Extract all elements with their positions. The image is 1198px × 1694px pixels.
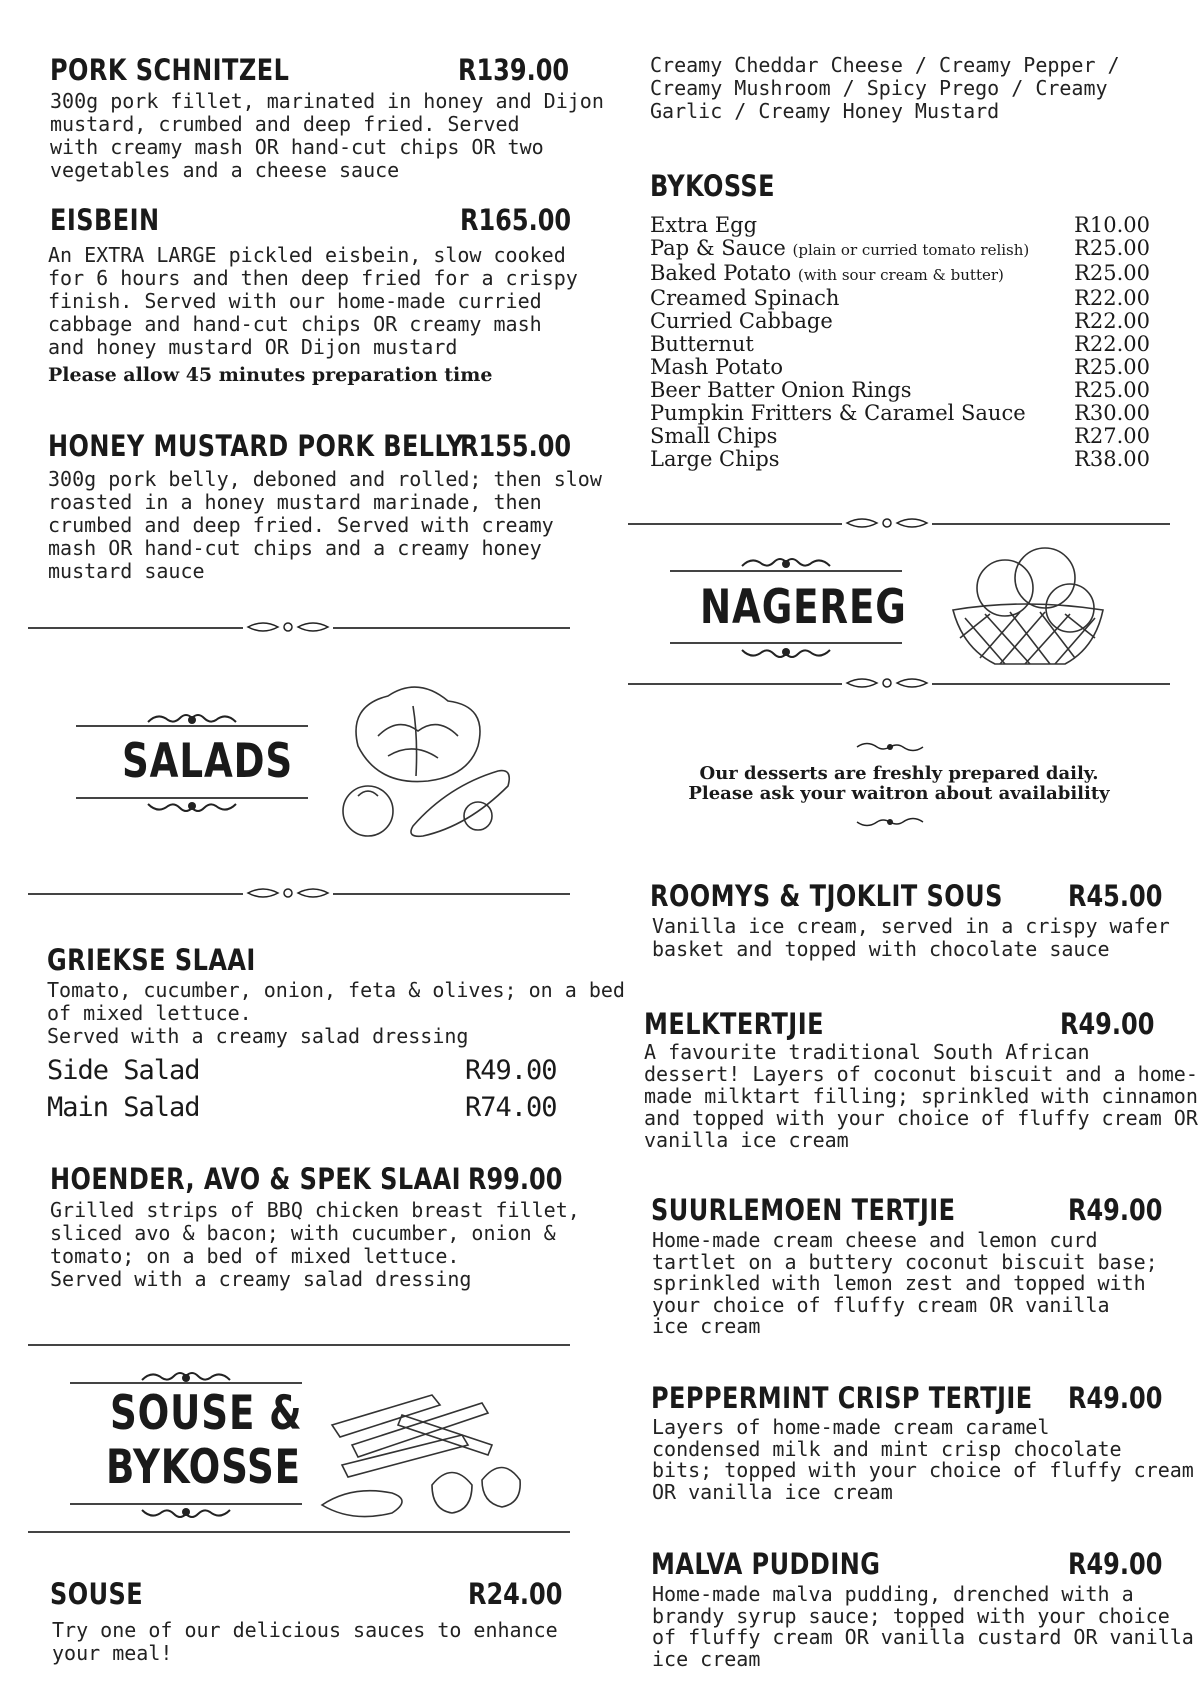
section-title-bykosse: BYKOSSE xyxy=(650,169,776,203)
side-item xyxy=(650,287,1150,310)
side-item-price: R30.00 xyxy=(1074,401,1150,425)
item-title-malva: MALVA PUDDING xyxy=(651,1547,881,1581)
side-item xyxy=(650,448,1150,471)
side-item xyxy=(650,425,1150,448)
side-item-label xyxy=(650,287,839,310)
salad-option-price: R74.00 xyxy=(465,1092,557,1123)
small-ornament-icon xyxy=(855,740,925,754)
side-item-label xyxy=(650,262,1004,287)
item-price-roomys: R45.00 xyxy=(1068,879,1163,913)
ornament-icon xyxy=(243,885,333,901)
divider xyxy=(28,1344,570,1346)
item-desc-roomys: Vanilla ice cream, served in a crispy wafer basket and topped with chocolate sauce xyxy=(652,914,1170,961)
item-title-suurlemoen: SUURLEMOEN TERTJIE xyxy=(651,1193,956,1227)
section-heading-nagereg: NAGEREG xyxy=(700,580,907,635)
item-title-peppermint: PEPPERMINT CRISP TERTJIE xyxy=(651,1381,1033,1415)
side-item-price: R25.00 xyxy=(1074,236,1150,260)
side-item-price: R22.00 xyxy=(1074,332,1150,356)
side-item-label xyxy=(650,333,754,356)
side-item-name: Baked Potato xyxy=(650,261,792,285)
side-item-name: Extra Egg xyxy=(650,213,758,237)
item-price-peppermint: R49.00 xyxy=(1068,1381,1163,1415)
item-price-pork-schnitzel: R139.00 xyxy=(458,53,570,87)
side-item xyxy=(650,402,1150,425)
item-desc-griekse-slaai: Tomato, cucumber, onion, feta & olives; on a bed of mixed lettuce. Served with a creamy salad dressing xyxy=(47,978,625,1048)
chips-onions-illustration-icon xyxy=(312,1385,532,1520)
side-item-name: Mash Potato xyxy=(650,355,783,379)
small-ornament-icon xyxy=(855,815,925,829)
item-desc-pork-belly: 300g pork belly, deboned and rolled; then slow roasted in a honey mustard marinade, then crumbed and deep fried. Served with creamy mash OR hand-cut chips and a creamy honey mustard sauce xyxy=(48,467,602,583)
item-title-griekse-slaai: GRIEKSE SLAAI xyxy=(47,943,256,977)
side-item-name: Butternut xyxy=(650,332,754,356)
side-item-label xyxy=(650,214,757,237)
vegetables-illustration-icon xyxy=(318,676,528,844)
scroll-ornament-icon xyxy=(144,708,240,728)
side-item-label xyxy=(650,237,1029,262)
item-desc-hoender: Grilled strips of BBQ chicken breast fillet, sliced avo & bacon; with cucumber, onion & tomato; on a bed of mixed lettuce. Served with a creamy salad dressing xyxy=(50,1198,580,1291)
side-item-price: R25.00 xyxy=(1074,261,1150,285)
side-item-label xyxy=(650,425,777,448)
section-heading-souse: SOUSE & xyxy=(110,1386,303,1441)
item-title-souse: SOUSE xyxy=(50,1577,144,1611)
side-item-name: Creamed Spinach xyxy=(650,286,840,310)
side-item-name: Curried Cabbage xyxy=(650,309,833,333)
side-item-name: Pumpkin Fritters & Caramel Sauce xyxy=(650,401,1026,425)
side-item-price: R10.00 xyxy=(1074,213,1150,237)
side-item xyxy=(650,333,1150,356)
item-title-eisbein: EISBEIN xyxy=(50,203,160,237)
side-item-extra: (with sour cream & butter) xyxy=(797,266,1004,284)
section-heading-bykosse: BYKOSSE xyxy=(106,1440,301,1495)
item-price-melktertjie: R49.00 xyxy=(1060,1007,1155,1041)
scroll-ornament-icon xyxy=(138,1366,234,1386)
salad-option-name: Main Salad xyxy=(47,1092,200,1123)
side-item-extra: (plain or curried tomato relish) xyxy=(792,241,1030,259)
item-title-roomys: ROOMYS & TJOKLIT SOUS xyxy=(650,879,1003,913)
side-item-label xyxy=(650,379,912,402)
side-item xyxy=(650,310,1150,333)
side-item xyxy=(650,262,1150,287)
side-item-price: R22.00 xyxy=(1074,309,1150,333)
ornament-icon xyxy=(243,619,333,635)
section-heading-salads: SALADS xyxy=(122,734,294,789)
side-item-price: R22.00 xyxy=(1074,286,1150,310)
side-item-label xyxy=(650,310,833,333)
item-desc-souse: Try one of our delicious sauces to enhance your meal! xyxy=(52,1618,558,1665)
side-item-price: R27.00 xyxy=(1074,424,1150,448)
side-item-label xyxy=(650,448,780,471)
sauce-options: Creamy Cheddar Cheese / Creamy Pepper / Creamy Mushroom / Spicy Prego / Creamy Garlic / Creamy Honey Mustard xyxy=(650,53,1120,123)
side-item xyxy=(650,379,1150,402)
item-desc-pork-schnitzel: 300g pork fillet, marinated in honey and Dijon mustard, crumbed and deep fried. Served with creamy mash OR hand-cut chips OR two vegetables and a cheese sauce xyxy=(50,89,604,182)
item-price-hoender: R99.00 xyxy=(468,1162,563,1196)
side-item-name: Pap & Sauce xyxy=(650,236,786,260)
side-item xyxy=(650,356,1150,379)
dessert-note: Our desserts are freshly prepared daily. xyxy=(699,763,1099,784)
item-title-pork-schnitzel: PORK SCHNITZEL xyxy=(50,53,290,87)
item-desc-eisbein: An EXTRA LARGE pickled eisbein, slow cooked for 6 hours and then deep fried for a crispy finish. Served with our home-made curried cabbage and hand-cut chips OR creamy mash and honey mustard OR Dijon mustard xyxy=(48,243,578,359)
item-desc-peppermint: Layers of home-made cream caramel condensed milk and mint crisp chocolate bits; topped with your choice of fluffy cream OR vanilla ice cream xyxy=(652,1415,1194,1504)
scroll-ornament-icon xyxy=(144,798,240,818)
side-item xyxy=(650,237,1150,262)
item-title-pork-belly: HONEY MUSTARD PORK BELLY xyxy=(48,429,464,463)
side-item-price: R25.00 xyxy=(1074,355,1150,379)
side-item-name: Small Chips xyxy=(650,424,778,448)
scroll-ornament-icon xyxy=(738,644,834,664)
item-price-eisbein: R165.00 xyxy=(460,203,572,237)
item-price-pork-belly: R155.00 xyxy=(460,429,572,463)
side-item-label xyxy=(650,402,1026,425)
side-item-label xyxy=(650,356,783,379)
item-note-eisbein: Please allow 45 minutes preparation time xyxy=(48,364,493,386)
scroll-ornament-icon xyxy=(738,552,834,572)
item-desc-malva: Home-made malva pudding, drenched with a brandy syrup sauce; topped with your choice of fluffy cream OR vanilla custard OR vanilla ice cream xyxy=(652,1582,1194,1671)
side-item-name: Large Chips xyxy=(650,447,780,471)
item-title-hoender: HOENDER, AVO & SPEK SLAAI xyxy=(50,1162,462,1196)
ornament-icon xyxy=(842,515,932,531)
salad-option-name: Side Salad xyxy=(47,1055,200,1086)
item-price-malva: R49.00 xyxy=(1068,1547,1163,1581)
scroll-ornament-icon xyxy=(138,1504,234,1524)
item-price-suurlemoen: R49.00 xyxy=(1068,1193,1163,1227)
side-item-price: R25.00 xyxy=(1074,378,1150,402)
side-item xyxy=(650,214,1150,237)
item-desc-melktertjie: A favourite traditional South African dessert! Layers of coconut biscuit and a home- made milktart filling; sprinkled with cinnamon and topped with your choice of fluffy cream OR vanilla ice cream xyxy=(644,1040,1198,1152)
salad-option-price: R49.00 xyxy=(465,1055,557,1086)
ice-cream-illustration-icon xyxy=(945,538,1110,668)
item-title-melktertjie: MELKTERTJIE xyxy=(644,1007,824,1041)
side-item-price: R38.00 xyxy=(1074,447,1150,471)
sides-list xyxy=(650,214,1150,471)
side-item-name: Beer Batter Onion Rings xyxy=(650,378,912,402)
ornament-icon xyxy=(842,675,932,691)
item-desc-suurlemoen: Home-made cream cheese and lemon curd tartlet on a buttery coconut biscuit base; sprinkled with lemon zest and topped with your choice of fluffy cream OR vanilla ice cream xyxy=(652,1228,1158,1338)
item-price-souse: R24.00 xyxy=(468,1577,563,1611)
divider xyxy=(28,1531,570,1533)
dessert-note: Please ask your waitron about availability xyxy=(688,783,1110,804)
